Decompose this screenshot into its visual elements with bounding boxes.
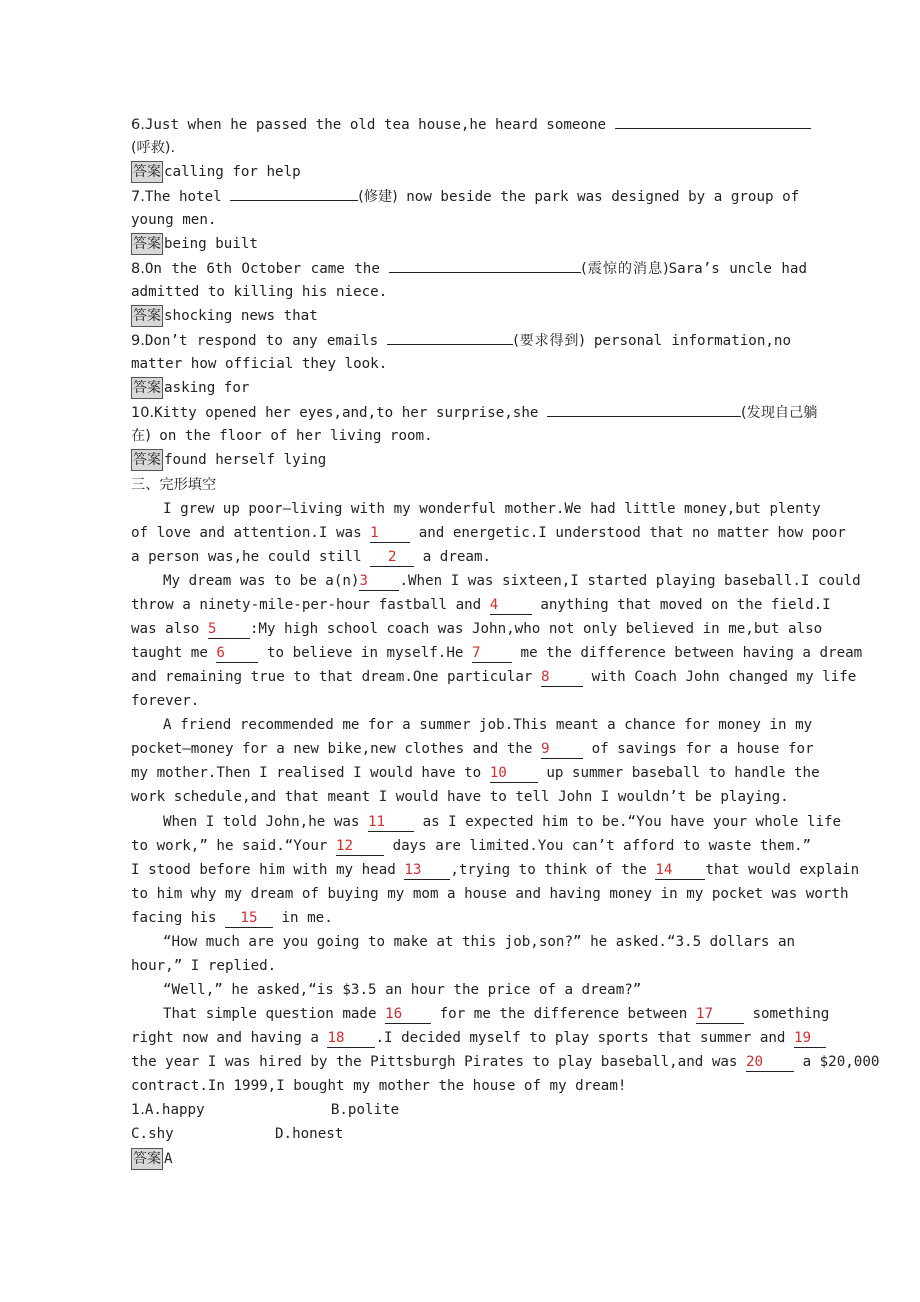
blank-number[interactable]: 10 [490,765,538,783]
fill-blank[interactable] [615,112,811,129]
question-8-line2 [131,280,791,304]
passage-text: with Coach John changed my life [591,669,857,685]
passage-text: as I expected him to be.“You have your whole life [422,814,842,830]
passage-text: of savings for a house for [591,741,814,757]
passage-text: days are limited.You can’t afford to waste them.” [392,838,812,854]
question-9-line1 [131,328,791,352]
question-number: 1. [131,1102,145,1118]
answer-8 [131,304,791,328]
choice-question-1-line1 [131,1098,791,1122]
passage-text: “Well,” he asked,“is $3.5 an hour the price of a dream?” [163,982,642,998]
question-text: On the 6th October came the [144,261,380,277]
passage-line [131,1074,791,1098]
question-text: The hotel [144,189,222,205]
passage-line [163,497,821,521]
passage-text: a $20,000 [802,1054,880,1070]
question-number: 8. [131,261,145,277]
passage-text: pocket—money for a new bike,new clothes and the [131,741,533,757]
passage-text: in me. [281,910,333,926]
passage-text: my mother.Then I realised I would have to [131,765,482,781]
question-text: Sara’s uncle had [668,261,807,277]
passage-text: a dream. [422,549,492,565]
question-number: 7. [131,189,145,205]
blank-number[interactable]: 17 [696,1006,744,1024]
blank-number[interactable]: 14 [655,862,705,880]
blank-number[interactable]: 16 [385,1006,431,1024]
passage-text: and remaining true to that dream.One particular [131,669,533,685]
passage-line [163,930,796,954]
passage-line [163,978,791,1002]
passage-line [131,689,791,713]
blank-number[interactable]: 7 [472,645,512,663]
passage-line [163,1002,830,1026]
passage-text: A friend recommended me for a summer job.This meant a chance for money in my [163,717,813,733]
passage-text: I stood before him with my head [131,862,396,878]
question-7-line2 [131,208,791,232]
chinese-hint: (要求得到) [513,333,585,349]
passage-line [131,665,857,689]
passage-text: to work,” he said.“Your [131,838,328,854]
choice-question-1-line2 [131,1122,791,1146]
blank-number[interactable]: 19 [794,1030,826,1048]
blank-number[interactable]: 11 [368,814,414,832]
fill-blank[interactable] [230,184,358,201]
question-10-line2 [131,424,791,448]
blank-number[interactable]: 2 [370,549,414,567]
answer-7 [131,232,791,256]
passage-line [163,569,861,593]
answer-tag: 答案 [131,305,163,327]
passage-line [131,521,846,545]
question-10-line1 [131,400,818,424]
blank-number[interactable]: 1 [370,525,410,543]
passage-text: for me the difference between [439,1006,688,1022]
answer-10 [131,448,791,472]
passage-text: I grew up poor—living with my wonderful mother.We had little money,but plenty [163,501,821,517]
passage-text: anything that moved on the field.I [540,597,831,613]
answer-text: found herself lying [164,452,327,468]
passage-line [131,617,823,641]
passage-text: to him why my dream of buying my mom a house and having money in my pocket was worth [131,886,849,902]
option-c[interactable]: C.shy [131,1126,174,1142]
passage-text: the year I was hired by the Pittsburgh Pirates to play baseball,and was [131,1054,738,1070]
passage-text: of love and attention.I was [131,525,362,541]
passage-line [131,593,831,617]
answer-tag: 答案 [131,233,163,255]
blank-number[interactable]: 20 [746,1054,794,1072]
blank-number[interactable]: 9 [541,741,583,759]
question-number: 10. [131,405,155,421]
blank-number[interactable]: 13 [404,862,450,880]
passage-text: contract.In 1999,I bought my mother the house of my dream! [131,1078,627,1094]
passage-line [131,545,791,569]
fill-blank[interactable] [387,328,513,345]
passage-text: right now and having a [131,1030,319,1046]
passage-line [131,1050,880,1074]
question-number: 9. [131,333,145,349]
passage-text: .I decided myself to play sports that summer and [375,1030,786,1046]
passage-line [131,761,820,785]
passage-line [131,834,812,858]
passage-text: throw a ninety-mile-per-hour fastball and [131,597,482,613]
passage-line [131,641,863,665]
question-text: young men. [131,212,217,228]
blank-number[interactable]: 12 [336,838,384,856]
answer-6 [131,160,791,184]
answer-tag: 答案 [131,1148,163,1170]
passage-text: forever. [131,693,200,709]
question-9-line2 [131,352,791,376]
blank-number[interactable]: 4 [490,597,532,615]
passage-text: work schedule,and that meant I would have to tell John I wouldn’t be playing. [131,789,789,805]
answer-9 [131,376,791,400]
question-6-line1 [131,112,791,136]
chinese-hint: (修建) [358,189,398,205]
answer-tag: 答案 [131,449,163,471]
passage-text: My dream was to be a(n) [163,573,360,589]
passage-text: me the difference between having a dream [520,645,863,661]
answer-tag: 答案 [131,161,163,183]
answer-text: shocking news that [164,308,318,324]
passage-line [131,1026,812,1050]
answer-choice-1 [131,1147,791,1171]
blank-number[interactable]: 3 [359,573,399,591]
blank-number[interactable]: 5 [208,621,250,639]
answer-text: calling for help [164,164,301,180]
passage-line [131,785,789,809]
passage-text: hour,” I replied. [131,958,277,974]
passage-line [131,737,814,761]
passage-text: a person was,he could still [131,549,362,565]
passage-text: that would explain [705,862,860,878]
option-a[interactable]: A.happy [144,1102,205,1118]
passage-text: something [752,1006,830,1022]
blank-number[interactable]: 18 [327,1030,375,1048]
question-text: on the floor of her living room. [159,428,433,444]
question-text: Just when he passed the old tea house,he heard someone [144,117,607,133]
passage-text: :My high school coach was John,who not only believed in me,but also [249,621,823,637]
question-text: admitted to killing his niece. [131,284,388,300]
passage-line [163,810,842,834]
chinese-hint: 在) [131,428,151,444]
passage-text: up summer baseball to handle the [546,765,820,781]
question-text: matter how official they look. [131,356,388,372]
question-8-line1 [131,256,807,280]
question-6-line2 [131,136,791,160]
passage-text: facing his [131,910,217,926]
section-title: 三、完形填空 [131,477,217,493]
option-b[interactable]: B.polite [330,1102,400,1118]
passage-line [131,954,791,978]
chinese-hint: (呼救). [131,140,175,156]
passage-text: ,trying to think of the [450,862,647,878]
blank-number[interactable]: 8 [541,669,583,687]
passage-line [131,882,849,906]
question-7-line1 [131,184,800,208]
question-number: 6. [131,117,145,133]
answer-text: A [164,1151,173,1167]
passage-text: taught me [131,645,208,661]
passage-line [163,713,813,737]
option-d[interactable]: D.honest [275,1126,344,1142]
chinese-hint: (震惊的消息) [581,261,669,277]
passage-text: to believe in myself.He [266,645,464,661]
fill-blank[interactable] [547,400,741,417]
passage-line [131,906,791,930]
passage-text: “How much are you going to make at this job,son?” he asked.“3.5 dollars an [163,934,796,950]
question-text: Don’t respond to any emails [144,333,379,349]
blank-number[interactable]: 6 [216,645,258,663]
answer-tag: 答案 [131,377,163,399]
passage-text: was also [131,621,200,637]
passage-text: When I told John,he was [163,814,360,830]
passage-text: That simple question made [163,1006,377,1022]
passage-line [131,858,860,882]
question-text: personal information,no [593,333,792,349]
question-text: Kitty opened her eyes,and,to her surprise,she [154,405,539,421]
passage-text: .When I was sixteen,I started playing baseball.I could [399,573,861,589]
chinese-hint: (发现自己躺 [740,405,818,421]
answer-text: being built [164,236,258,252]
passage-text: and energetic.I understood that no matter how poor [418,525,846,541]
fill-blank[interactable] [389,256,581,273]
answer-text: asking for [164,380,250,396]
question-text: now beside the park was designed by a group of [406,189,800,205]
blank-number[interactable]: 15 [225,910,273,928]
